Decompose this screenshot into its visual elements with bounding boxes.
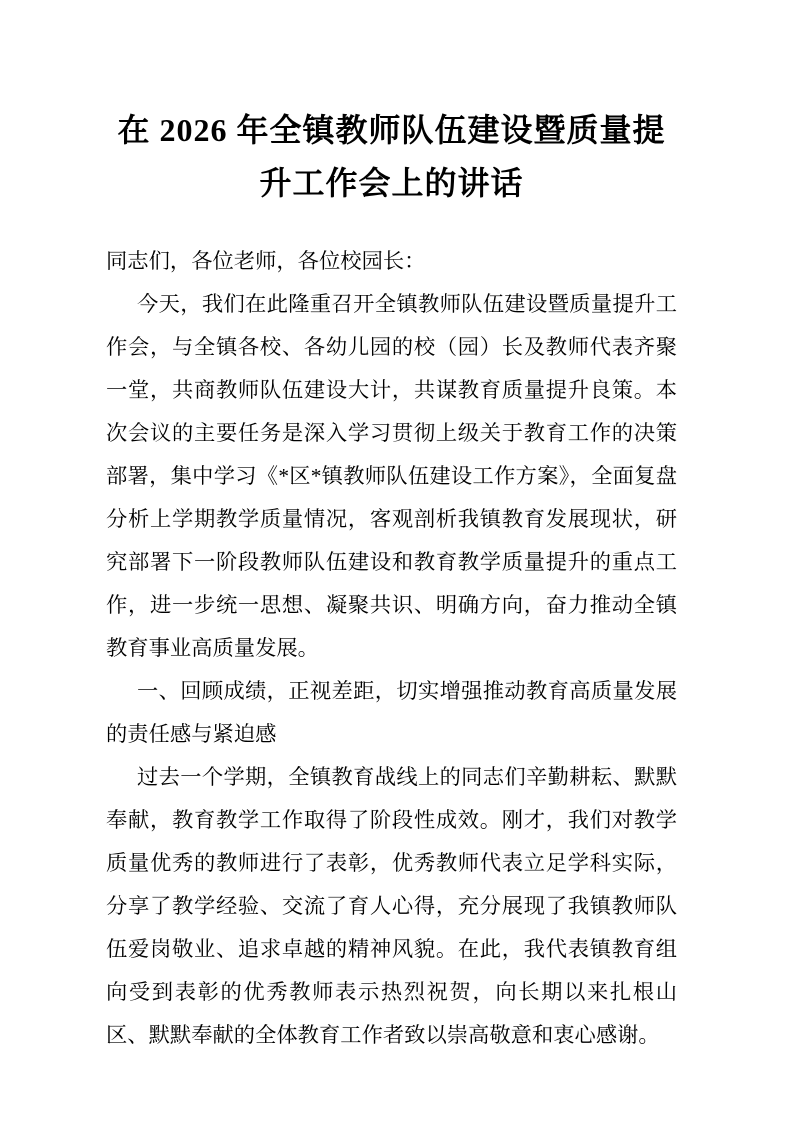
paragraph-body: 过去一个学期，全镇教育战线上的同志们辛勤耕耘、默默奉献，教育教学工作取得了阶段性成效。刚才，我们对教学质量优秀的教师进行了表彰，优秀教师代表立足学科实际，分享了教学经验、交流了育人心得，充分展现了我镇教师队伍爱岗敬业、追求卓越的精神风貌。在此，我代表镇教育组向受到表彰的优秀教师表示热烈祝贺，向长期以来扎根山区、默默奉献的全体教育工作者致以崇高敬意和衷心感谢。	[106, 765, 677, 1047]
paragraph-heading: 一、回顾成绩，正视差距，切实增强推动教育高质量发展的责任感与紧迫感	[106, 679, 677, 746]
paragraph-salutation: 同志们，各位老师，各位校园长：	[106, 249, 426, 273]
document-body	[106, 240, 677, 1057]
paragraph-body: 今天，我们在此隆重召开全镇教师队伍建设暨质量提升工作会，与全镇各校、各幼儿园的校（园）长及教师代表齐聚一堂，共商教师队伍建设大计，共谋教育质量提升良策。本次会议的主要任务是深入学习贯彻上级关于教育工作的决策部署，集中学习《*区*镇教师队伍建设工作方案》，全面复盘分析上学期教学质量情况，客观剖析我镇教育发展现状，研究部署下一阶段教师队伍建设和教育教学质量提升的重点工作，进一步统一思想、凝聚共识、明确方向，奋力推动全镇教育事业高质量发展。	[106, 292, 677, 660]
document-title: 在 2026 年全镇教师队伍建设暨质量提升工作会上的讲话	[117, 112, 666, 201]
